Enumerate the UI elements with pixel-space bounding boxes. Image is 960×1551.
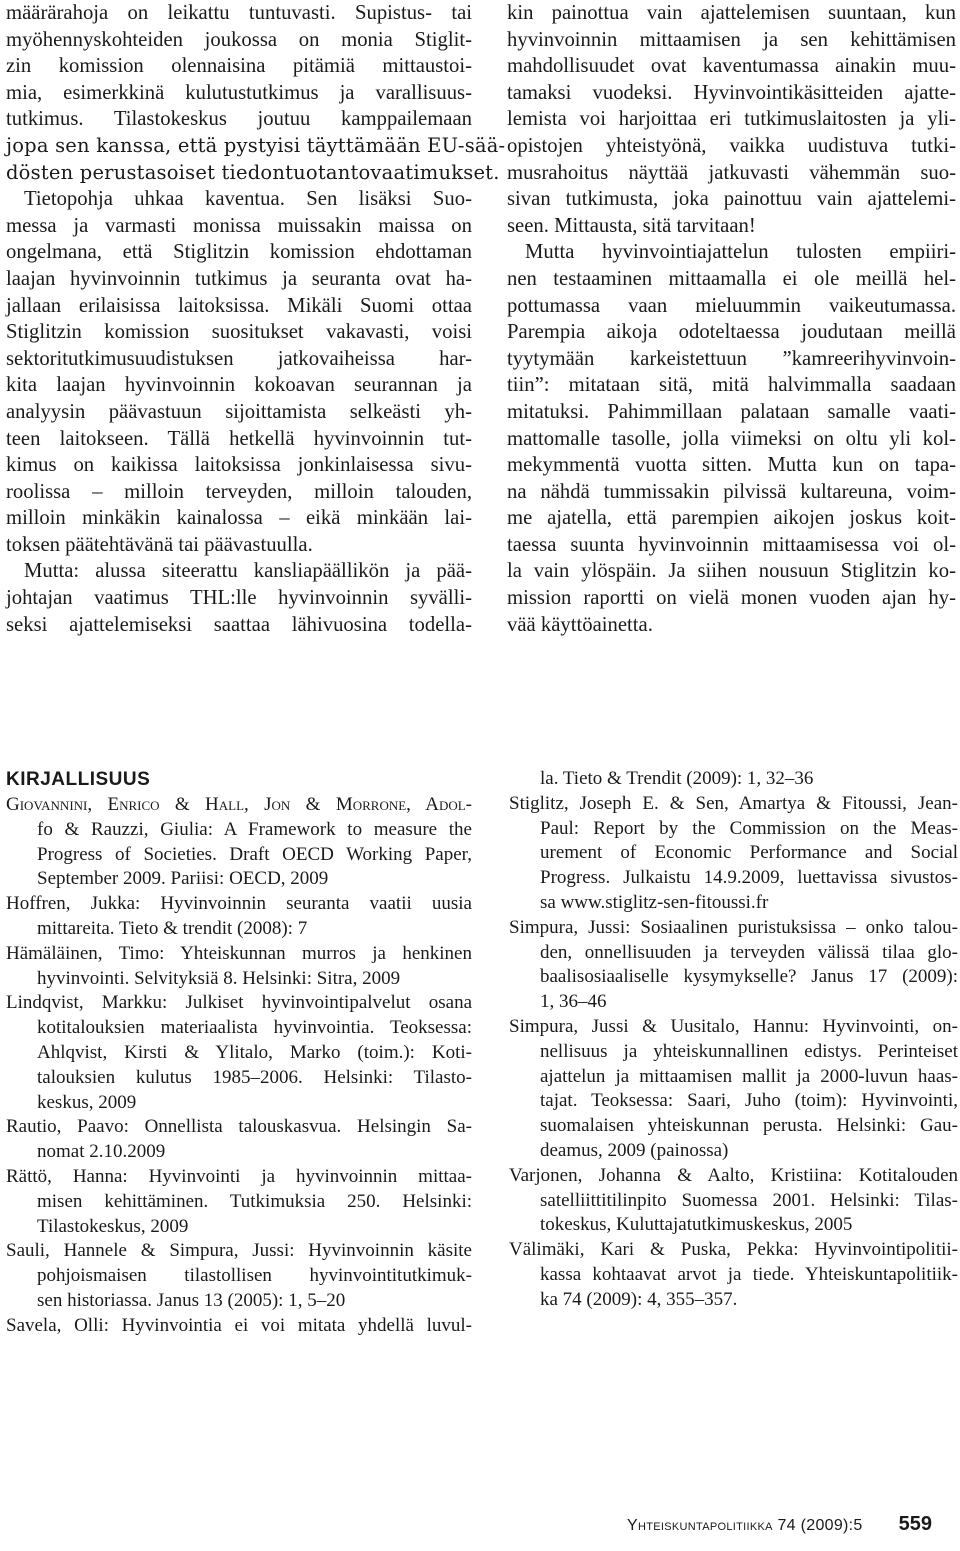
reference-line: Simpura, Jussi & Uusitalo, Hannu: Hyvinvointi, on- — [509, 1015, 958, 1037]
article-line: seen. Mittausta, sitä tarvitaan! — [507, 214, 756, 237]
reference-line: kotitalouksien materiaalista hyvinvointia. Teoksessa: — [37, 1017, 472, 1039]
reference-line: tokeskus, Kuluttajatutkimuskeskus, 2005 — [540, 1214, 853, 1236]
reference-line: sa www.stiglitz-sen-fitoussi.fr — [540, 891, 769, 913]
page-footer — [627, 1513, 932, 1539]
article-line: nen testaaminen mittaamalla ei ole meillä hel- — [507, 267, 956, 290]
article-line: mahdollisuudet ovat kaventumassa ainakin muu- — [507, 55, 956, 78]
journal-title-text: Yhteiskuntapolitiikka 74 (2009):5 — [627, 1517, 863, 1534]
reference-line: suomalaisen yhteiskunnan perusta. Helsinki: Gau- — [540, 1115, 958, 1137]
reference-line: sen historiassa. Janus 13 (2005): 1, 5–20 — [37, 1289, 346, 1311]
reference-line: la. Tieto & Trendit (2009): 1, 32–36 — [540, 768, 814, 789]
reference-line: Sauli, Hannele & Simpura, Jussi: Hyvinvoinnin käsite — [6, 1240, 472, 1262]
reference-line: Giovannini, Enrico & Hall, Jon & Morrone, Adol- — [6, 794, 472, 815]
article-line: na nähdä tummissakin pilvissä kultareuna, voim- — [507, 480, 956, 503]
article-line: musrahoitus näyttää jatkuvasti vähemmän suo- — [507, 161, 956, 184]
reference-line: September 2009. Pariisi: OECD, 2009 — [37, 868, 329, 890]
article-line: laajan hyvinvoinnin tutkimus ja seuranta ovat ha- — [6, 267, 472, 290]
article-line: toksen päätehtävänä tai päävastuulla. — [6, 533, 313, 556]
article-line: jopa sen kanssa, että pystyisi täyttämään EU-sää- — [6, 133, 506, 157]
article-line: analyysin päävastuun sijoittamista selkeästi yh- — [6, 400, 472, 423]
reference-line: nellisuus ja yhteiskunnallinen edistys. Perinteiset — [540, 1040, 958, 1062]
reference-line: Stiglitz, Joseph E. & Sen, Amartya & Fitoussi, Jean- — [509, 792, 958, 814]
article-line: tiin”: mitataan sitä, mitä halvimmalla saadaan — [507, 374, 956, 397]
reference-line: Progress. Julkaistu 14.9.2009, luettavissa sivustos- — [540, 867, 958, 889]
reference-line: 1, 36–46 — [540, 991, 607, 1013]
article-line: kin painottua vain ajattelemisen suuntaan, kun — [507, 2, 956, 24]
references-right-column — [509, 767, 958, 1313]
article-line: myöhennyskohteiden joukossa on monia Stiglit- — [6, 28, 472, 51]
article-line: pottumassa vaan mieluummin vaikeutumassa. — [507, 294, 956, 317]
article-line: Stiglitzin komission suositukset vakavasti, voisi — [6, 321, 472, 344]
reference-line: Paul: Report by the Commission on the Meas- — [540, 817, 958, 839]
references-left-column — [6, 767, 472, 1339]
article-line: mattomalle tasolle, jolla viimeksi on oltu yli kol- — [507, 427, 956, 450]
article-line: opistojen yhteistyönä, vaikka uudistuva tutki- — [507, 134, 956, 157]
reference-line: deamus, 2009 (painossa) — [540, 1139, 729, 1161]
article-line: mia, esimerkkinä kulutustutkimus ja varallisuus- — [6, 81, 472, 104]
page-number: 559 — [898, 1513, 932, 1535]
reference-line: Ahlqvist, Kirsti & Ylitalo, Marko (toim.): Koti- — [37, 1041, 472, 1063]
references-heading: KIRJALLISUUS — [6, 769, 151, 790]
article-line: jallaan erilaisissa laitoksissa. Mikäli Suomi ottaa — [6, 294, 472, 317]
article-line: dösten perustasoiset tiedontuotantovaatimukset. — [6, 160, 500, 184]
article-line: teen laitokseen. Tällä hetkellä hyvinvoinnin tut- — [6, 427, 472, 450]
reference-line: nomat 2.10.2009 — [37, 1141, 166, 1163]
article-line: zin komission olennaisina pitämiä mittaustoi- — [6, 55, 472, 78]
reference-line: satelliittitilinpito Suomessa 2001. Helsinki: Tilas- — [540, 1189, 958, 1211]
reference-line: ajattelun ja mittaamisen mallit ja 2000-luvun haas- — [540, 1065, 958, 1087]
reference-line: keskus, 2009 — [37, 1091, 137, 1113]
article-line: kimus on kaikissa laitoksissa jonkinlaisessa sivu- — [6, 454, 472, 477]
journal-title — [627, 1517, 863, 1535]
article-left-column — [6, 0, 506, 638]
reference-line: Rautio, Paavo: Onnellista talouskasvua. Helsingin Sa- — [6, 1116, 472, 1138]
reference-line: Hämäläinen, Timo: Yhteiskunnan murros ja henkinen — [6, 942, 472, 964]
article-right-column — [507, 0, 956, 638]
article-line: mekymmentä vuotta sitten. Mutta kun on tapa- — [507, 454, 956, 477]
reference-line: Progress of Societies. Draft OECD Working Paper, — [37, 843, 472, 865]
article-line: mitatuksi. Pahimmillaan palataan samalle vaati- — [507, 400, 956, 423]
reference-line: misen kehittäminen. Tutkimuksia 250. Helsinki: — [37, 1190, 472, 1212]
article-line: vää käyttöainetta. — [507, 613, 653, 636]
reference-line: ka 74 (2009): 4, 355–357. — [540, 1288, 738, 1310]
article-line: määrärahoja on leikattu tuntuvasti. Supistus- tai — [6, 2, 472, 24]
article-line: Mutta: alussa siteerattu kansliapäällikön ja pää- — [24, 560, 472, 583]
article-line: Parempia aikoja odoteltaessa joudutaan meillä — [507, 321, 956, 344]
article-line: la vain ylöspäin. Ja siihen nousuun Stiglitzin ko- — [507, 560, 956, 583]
article-line: tyytymään karkeistettuun ”kamreerihyvinvoin- — [507, 347, 956, 370]
article-line: mission raportti on vielä monen vuoden ajan hy- — [507, 587, 956, 610]
article-line: sivan tutkimusta, joka painottuu vain ajattelemi- — [507, 188, 956, 211]
reference-line: mittareita. Tieto & trendit (2008): 7 — [37, 917, 308, 939]
article-line: Mutta hyvinvointiajattelun tulosten empiiri- — [525, 241, 956, 264]
article-line: kita laajan hyvinvoinnin kokoavan seurannan ja — [6, 374, 472, 397]
reference-line: Varjonen, Johanna & Aalto, Kristiina: Kotitalouden — [509, 1164, 958, 1186]
reference-line: Välimäki, Kari & Puska, Pekka: Hyvinvointipolitii- — [509, 1239, 958, 1261]
article-line: seksi ajattelemiseksi saattaa lähivuosina todella- — [6, 613, 472, 636]
article-line: milloin minkäkin kainalossa – eikä minkään lai- — [6, 507, 472, 530]
article-line: johtajan vaatimus THL:lle hyvinvoinnin syvälli- — [6, 587, 472, 610]
article-line: hyvinvoinnin mittaamisen ja sen kehittämisen — [507, 28, 956, 51]
article-line: me ajatella, että parempien aikojen joskus koit- — [507, 507, 956, 530]
reference-line: tajat. Teoksessa: Saari, Juho (toim): Hyvinvointi, — [540, 1090, 958, 1112]
reference-line: fo & Rauzzi, Giulia: A Framework to measure the — [37, 818, 472, 840]
reference-line: Tilastokeskus, 2009 — [37, 1215, 189, 1237]
reference-line: talouksien kulutus 1985–2006. Helsinki: Tilasto- — [37, 1066, 472, 1088]
reference-line: Savela, Olli: Hyvinvointia ei voi mitata yhdellä luvul- — [6, 1314, 472, 1336]
reference-line: pohjoismaisen tilastollisen hyvinvointitutkimuk- — [37, 1265, 472, 1287]
reference-line: Simpura, Jussi: Sosiaalinen puristuksissa – onko talou- — [509, 916, 958, 938]
reference-line: Lindqvist, Markku: Julkiset hyvinvointipalvelut osana — [6, 992, 472, 1014]
reference-line: baalisosiaaliselle kysymykselle? Janus 17 (2009): — [540, 966, 958, 988]
article-line: sektoritutkimusuudistuksen jatkovaiheissa har- — [6, 347, 472, 370]
article-line: Tietopohja uhkaa kaventua. Sen lisäksi Suo- — [24, 188, 472, 211]
reference-line: urement of Economic Performance and Social — [540, 842, 958, 864]
article-line: tutkimus. Tilastokeskus joutuu kamppailemaan — [6, 108, 472, 131]
article-line: ongelmana, että Stiglitzin komission ehdottaman — [6, 241, 472, 264]
article-line: tamaksi vuodeksi. Hyvinvointikäsitteiden ajatte- — [507, 81, 956, 104]
article-line: roolissa – milloin terveyden, milloin talouden, — [6, 480, 472, 503]
reference-line: Rättö, Hanna: Hyvinvointi ja hyvinvoinnin mittaa- — [6, 1165, 472, 1187]
article-line: messa ja varmasti monissa muissakin maissa on — [6, 214, 472, 237]
reference-line: Hoffren, Jukka: Hyvinvoinnin seuranta vaatii uusia — [6, 893, 472, 915]
reference-line: hyvinvointi. Selvityksiä 8. Helsinki: Sitra, 2009 — [37, 967, 401, 989]
article-line: lemista voi harjoittaa eri tutkimuslaitosten ja yli- — [507, 108, 956, 131]
reference-line: kassa kohtaavat arvot ja tiede. Yhteiskuntapolitiik- — [540, 1263, 958, 1285]
reference-line: den, onnellisuuden ja terveyden välissä tilaa glo- — [540, 941, 958, 963]
article-line: taessa suunta hyvinvoinnin mittaamisessa voi ol- — [507, 533, 956, 556]
